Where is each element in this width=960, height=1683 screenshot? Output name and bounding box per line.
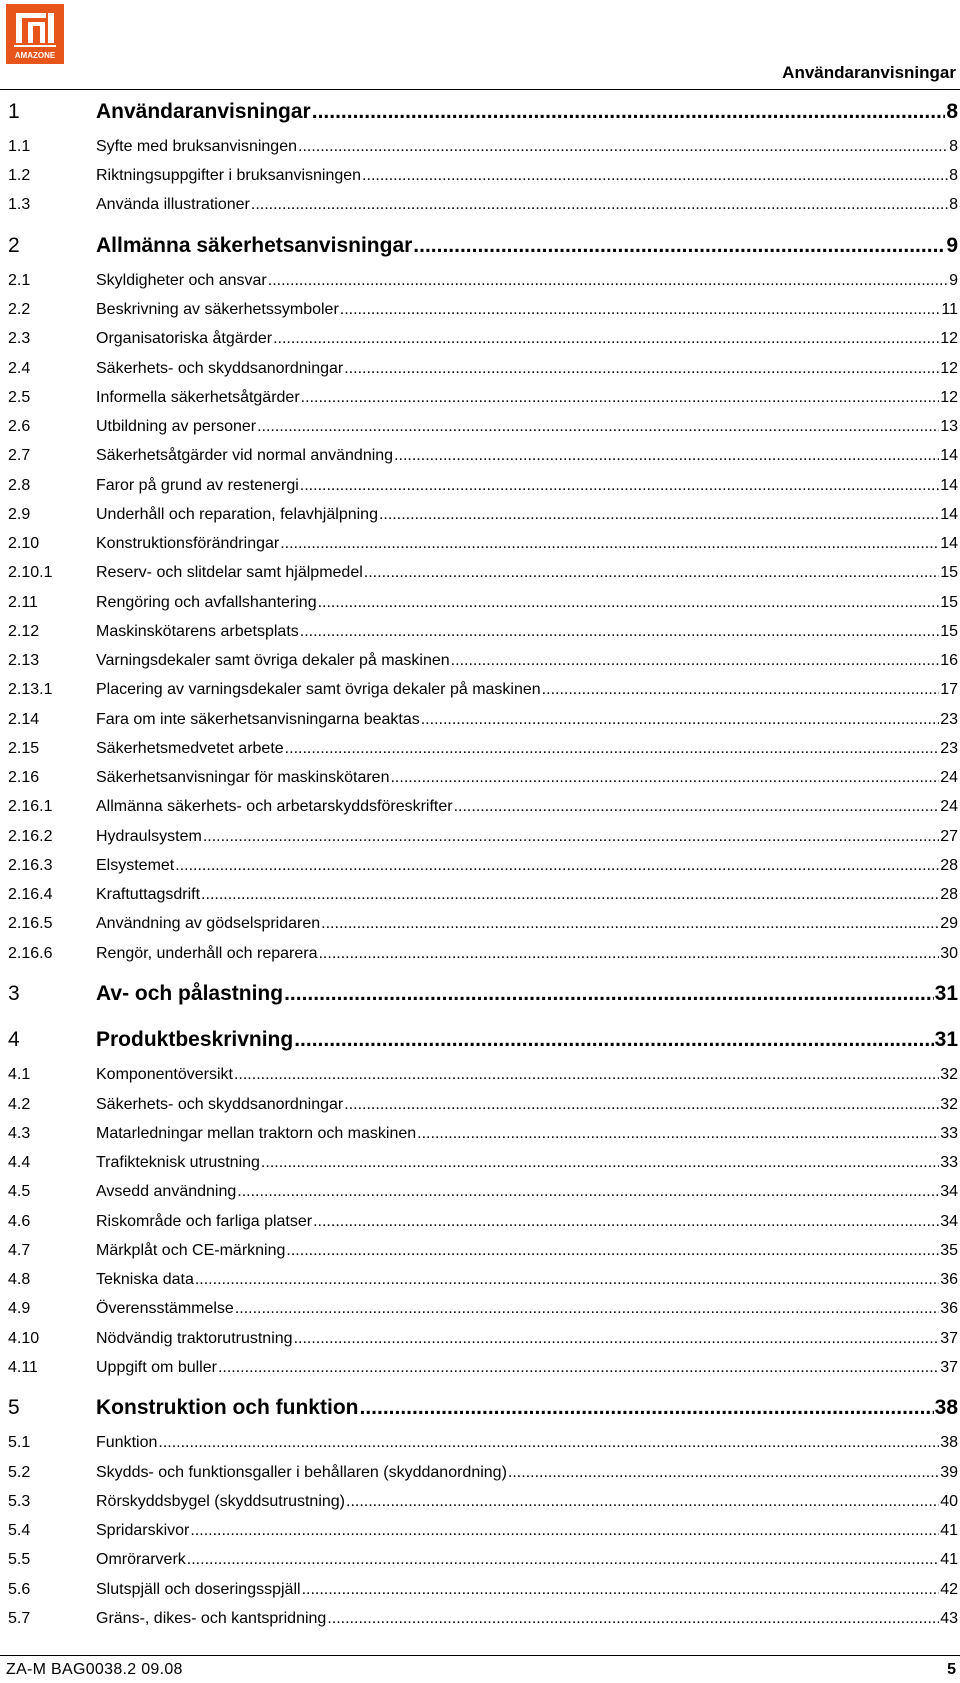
- toc-entry[interactable]: [8, 136, 958, 158]
- toc-entry[interactable]: [8, 884, 958, 906]
- toc-entry-number: 1.3: [8, 196, 31, 214]
- toc-entry-number: 4.6: [8, 1212, 31, 1230]
- toc-entry-page: 8: [949, 196, 958, 214]
- toc-entry[interactable]: [8, 97, 958, 127]
- toc-dot-leader: [190, 1520, 939, 1542]
- toc-dot-leader: [302, 1579, 940, 1601]
- toc-entry[interactable]: [8, 1462, 958, 1484]
- toc-entry-page: 33: [940, 1124, 958, 1142]
- toc-entry-page: 23: [940, 710, 958, 728]
- toc-entry-page: 31: [934, 1028, 958, 1052]
- toc-entry-number: 2.5: [8, 388, 31, 406]
- toc-entry-page: 31: [934, 982, 958, 1006]
- toc-entry-title: Matarledningar mellan traktorn och maskinen: [96, 1124, 417, 1142]
- toc-entry-number: 4.3: [8, 1124, 31, 1142]
- toc-dot-leader: [359, 1393, 933, 1423]
- toc-dot-leader: [280, 533, 939, 555]
- toc-dot-leader: [261, 1152, 939, 1174]
- toc-entry-number: 2.4: [8, 359, 31, 377]
- toc-entry[interactable]: [8, 231, 958, 261]
- running-header-title: Användaranvisningar: [782, 63, 956, 82]
- toc-entry-page: 9: [949, 272, 958, 289]
- toc-entry[interactable]: [8, 1269, 958, 1291]
- toc-entry-number: 1: [8, 100, 20, 123]
- toc-dot-leader: [284, 979, 934, 1009]
- toc-entry[interactable]: [8, 533, 958, 555]
- toc-dot-leader: [203, 826, 939, 848]
- toc-entry-title: Säkerhetsmedvetet arbete: [96, 739, 284, 757]
- toc-entry-page: 34: [940, 1212, 958, 1230]
- toc-entry-page: 14: [940, 447, 958, 465]
- toc-dot-leader: [294, 1025, 933, 1055]
- toc-entry-page: 32: [940, 1095, 958, 1113]
- toc-entry-page: 29: [940, 915, 958, 933]
- toc-entry-page: 33: [940, 1154, 958, 1172]
- toc-entry-number: 5: [8, 1396, 20, 1420]
- toc-entry-page: 8: [949, 167, 958, 185]
- toc-dot-leader: [508, 1462, 939, 1484]
- toc-entry[interactable]: [8, 738, 958, 760]
- toc-entry-title: Konstruktionsförändringar: [96, 535, 280, 553]
- toc-dot-leader: [298, 136, 948, 158]
- toc-dot-leader: [300, 475, 939, 497]
- toc-entry[interactable]: [8, 679, 958, 701]
- toc-entry-page: 41: [940, 1551, 958, 1569]
- toc-entry-number: 4.5: [8, 1183, 31, 1201]
- toc-entry[interactable]: [8, 767, 958, 789]
- toc-entry[interactable]: [8, 1025, 958, 1055]
- toc-entry-number: 2.10: [8, 535, 40, 553]
- toc-dot-leader: [318, 592, 940, 614]
- toc-entry-number: 4: [8, 1028, 20, 1052]
- toc-entry-title: Gräns-, dikes- och kantspridning: [96, 1609, 327, 1627]
- toc-entry-number: 2.13.1: [8, 681, 53, 699]
- page-number: 5: [947, 1661, 956, 1678]
- toc-entry-page: 16: [940, 652, 958, 670]
- toc-entry-title: Skyldigheter och ansvar: [96, 272, 267, 289]
- toc-entry-title: Tekniska data: [96, 1271, 194, 1289]
- toc-entry-title: Slutspjäll och doseringsspjäll: [96, 1580, 301, 1598]
- toc-entry-title: Beskrivning av säkerhetssymboler: [96, 301, 339, 319]
- toc-dot-leader: [273, 328, 939, 350]
- toc-entry-page: 38: [940, 1434, 958, 1452]
- toc-entry-title: Säkerhetsåtgärder vid normal användning: [96, 447, 394, 465]
- toc-entry-page: 8: [949, 137, 958, 155]
- toc-entry[interactable]: [8, 1240, 958, 1262]
- toc-entry[interactable]: [8, 194, 958, 216]
- toc-entry-number: 5.4: [8, 1522, 31, 1540]
- toc-entry-title: Komponentöversikt: [96, 1066, 233, 1084]
- toc-entry-title: Syfte med bruksanvisningen: [96, 137, 297, 155]
- toc-entry-title: Säkerhetsanvisningar för maskinskötaren: [96, 769, 390, 787]
- toc-entry[interactable]: [8, 913, 958, 935]
- toc-entry-title: Utbildning av personer: [96, 418, 257, 436]
- toc-entry-number: 2.12: [8, 622, 40, 640]
- toc-dot-leader: [454, 796, 940, 818]
- toc-entry-page: 37: [940, 1358, 958, 1376]
- toc-entry[interactable]: [8, 1181, 958, 1203]
- toc-entry-number: 4.10: [8, 1329, 40, 1347]
- toc-dot-leader: [394, 445, 939, 467]
- toc-entry-number: 5.7: [8, 1609, 31, 1627]
- toc-entry[interactable]: [8, 621, 958, 643]
- toc-entry-title: Organisatoriska åtgärder: [96, 330, 273, 348]
- toc-dot-leader: [235, 1298, 939, 1320]
- toc-entry-title: Maskinskötarens arbetsplats: [96, 622, 299, 640]
- toc-entry-number: 2.16.4: [8, 886, 53, 904]
- toc-entry[interactable]: [8, 387, 958, 409]
- toc-entry-page: 15: [940, 593, 958, 611]
- toc-entry-page: 12: [940, 388, 958, 406]
- toc-entry-page: 14: [940, 535, 958, 553]
- toc-entry-title: Nödvändig traktorutrustning: [96, 1329, 293, 1347]
- toc-entry[interactable]: [8, 445, 958, 467]
- toc-entry-title: Kraftuttagsdrift: [96, 886, 201, 904]
- toc-entry-number: 2.3: [8, 330, 31, 348]
- toc-entry-page: 32: [940, 1066, 958, 1084]
- toc-entry-number: 2.15: [8, 739, 40, 757]
- toc-dot-leader: [327, 1608, 939, 1630]
- toc-dot-leader: [237, 1181, 939, 1203]
- toc-entry-number: 4.1: [8, 1066, 31, 1084]
- toc-entry-number: 4.8: [8, 1271, 31, 1289]
- toc-dot-leader: [451, 650, 940, 672]
- toc-entry[interactable]: [8, 1357, 958, 1379]
- toc-entry-title: Faror på grund av restenergi: [96, 476, 299, 494]
- toc-entry[interactable]: [8, 1579, 958, 1601]
- toc-dot-leader: [344, 358, 939, 380]
- toc-entry-number: 2.16.2: [8, 827, 53, 845]
- toc-dot-leader: [187, 1549, 939, 1571]
- toc-dot-leader: [175, 855, 939, 877]
- toc-entry-number: 2.10.1: [8, 564, 53, 582]
- toc-entry-title: Konstruktion och funktion: [96, 1396, 359, 1420]
- toc-dot-leader: [413, 231, 945, 261]
- toc-entry-number: 5.1: [8, 1434, 31, 1452]
- footer-divider: [0, 1655, 960, 1656]
- toc-entry-page: 39: [940, 1463, 958, 1481]
- toc-entry-page: 35: [940, 1241, 958, 1259]
- toc-entry[interactable]: [8, 1123, 958, 1145]
- toc-entry[interactable]: [8, 358, 958, 380]
- toc-entry[interactable]: [8, 328, 958, 350]
- toc-entry[interactable]: [8, 796, 958, 818]
- toc-entry-number: 2.14: [8, 710, 40, 728]
- toc-dot-leader: [294, 1328, 940, 1350]
- toc-entry[interactable]: [8, 709, 958, 731]
- document-id: ZA-M BAG0038.2 09.08: [6, 1661, 183, 1678]
- toc-entry-page: 34: [940, 1183, 958, 1201]
- toc-entry-number: 2.6: [8, 418, 31, 436]
- toc-dot-leader: [268, 270, 948, 292]
- toc-entry[interactable]: [8, 504, 958, 526]
- toc-entry-title: Reserv- och slitdelar samt hjälpmedel: [96, 564, 363, 582]
- toc-entry[interactable]: [8, 1328, 958, 1350]
- toc-entry[interactable]: [8, 475, 958, 497]
- toc-entry-page: 8: [946, 100, 958, 123]
- toc-entry-title: Placering av varningsdekaler samt övriga dekaler på maskinen: [96, 681, 541, 699]
- toc-entry-page: 12: [940, 330, 958, 348]
- toc-dot-leader: [417, 1123, 939, 1145]
- toc-entry-page: 24: [940, 769, 958, 787]
- toc-entry-page: 41: [940, 1522, 958, 1540]
- toc-entry-page: 27: [940, 827, 958, 845]
- toc-entry-page: 17: [940, 681, 958, 699]
- toc-entry[interactable]: [8, 1152, 958, 1174]
- toc-entry-title: Omrörarverk: [96, 1551, 186, 1569]
- toc-entry-title: Fara om inte säkerhetsanvisningarna beaktas: [96, 710, 420, 728]
- toc-dot-leader: [542, 679, 940, 701]
- logo-mark-icon: [6, 4, 64, 64]
- toc-entry-title: Produktbeskrivning: [96, 1028, 294, 1052]
- toc-entry-number: 5.2: [8, 1463, 31, 1481]
- toc-entry-title: Användning av gödselspridaren: [96, 915, 321, 933]
- toc-entry-page: 24: [940, 798, 958, 816]
- toc-entry-title: Skydds- och funktionsgaller i behållaren (skyddanordning): [96, 1463, 507, 1481]
- toc-entry-page: 14: [940, 476, 958, 494]
- toc-entry-page: 37: [940, 1329, 958, 1347]
- toc-entry-page: 9: [946, 234, 958, 258]
- toc-entry-title: Trafikteknisk utrustning: [96, 1154, 260, 1172]
- toc-entry-title: Allmänna säkerhetsanvisningar: [96, 234, 413, 258]
- toc-entry[interactable]: [8, 855, 958, 877]
- toc-entry-number: 2.9: [8, 505, 31, 523]
- toc-entry-title: Spridarskivor: [96, 1522, 190, 1540]
- toc-entry-title: Funktion: [96, 1434, 158, 1452]
- toc-dot-leader: [218, 1357, 939, 1379]
- toc-entry-number: 2.16.6: [8, 944, 53, 962]
- toc-entry[interactable]: [8, 1549, 958, 1571]
- toc-entry[interactable]: [8, 1520, 958, 1542]
- toc-entry-title: Uppgift om buller: [96, 1358, 217, 1376]
- toc-entry[interactable]: [8, 943, 958, 965]
- toc-entry-page: 43: [940, 1609, 958, 1627]
- toc-entry-number: 4.9: [8, 1300, 31, 1318]
- toc-entry[interactable]: [8, 416, 958, 438]
- toc-entry-title: Av- och pålastning: [96, 982, 284, 1006]
- toc-entry-page: 28: [940, 886, 958, 904]
- toc-entry[interactable]: [8, 1432, 958, 1454]
- toc-entry-number: 2.1: [8, 272, 31, 289]
- toc-entry[interactable]: [8, 979, 958, 1009]
- toc-entry-number: 5.5: [8, 1551, 31, 1569]
- toc-entry-number: 2.7: [8, 447, 31, 465]
- toc-entry-number: 1.1: [8, 137, 31, 155]
- toc-entry-number: 4.2: [8, 1095, 31, 1113]
- toc-entry[interactable]: [8, 1064, 958, 1086]
- toc-entry-page: 36: [940, 1300, 958, 1318]
- toc-dot-leader: [321, 913, 939, 935]
- toc-dot-leader: [362, 165, 948, 187]
- toc-dot-leader: [421, 709, 939, 731]
- toc-entry-page: 30: [940, 944, 958, 962]
- toc-entry-page: 23: [940, 739, 958, 757]
- toc-entry-number: 4.4: [8, 1154, 31, 1172]
- toc-entry[interactable]: [8, 165, 958, 187]
- toc-entry-page: 15: [940, 564, 958, 582]
- toc-entry-title: Allmänna säkerhets- och arbetarskyddsföreskrifter: [96, 798, 453, 816]
- toc-entry-number: 2.16.3: [8, 856, 53, 874]
- toc-entry-title: Överensstämmelse: [96, 1300, 234, 1318]
- toc-entry-title: Märkplåt och CE-märkning: [96, 1241, 286, 1259]
- toc-entry[interactable]: [8, 1298, 958, 1320]
- toc-dot-leader: [301, 387, 940, 409]
- toc-entry-title: Informella säkerhetsåtgärder: [96, 388, 300, 406]
- toc-dot-leader: [300, 621, 939, 643]
- toc-entry-title: Rengöring och avfallshantering: [96, 593, 317, 611]
- toc-entry-page: 28: [940, 856, 958, 874]
- toc-dot-leader: [195, 1269, 939, 1291]
- toc-entry-title: Använda illustrationer: [96, 196, 250, 214]
- toc-entry-title: Elsystemet: [96, 856, 175, 874]
- toc-entry-page: 38: [934, 1396, 958, 1420]
- toc-entry-title: Rörskyddsbygel (skyddsutrustning): [96, 1492, 345, 1510]
- toc-entry-number: 2.13: [8, 652, 40, 670]
- toc-entry[interactable]: [8, 1094, 958, 1116]
- toc-dot-leader: [346, 1491, 939, 1513]
- toc-entry-page: 13: [940, 418, 958, 436]
- header-divider: [0, 89, 960, 90]
- toc-entry-number: 5.6: [8, 1580, 31, 1598]
- toc-entry-title: Varningsdekaler samt övriga dekaler på maskinen: [96, 652, 450, 670]
- toc-entry-title: Rengör, underhåll och reparera: [96, 944, 318, 962]
- toc-entry-number: 2.8: [8, 476, 31, 494]
- toc-entry-number: 2: [8, 234, 20, 258]
- toc-dot-leader: [318, 943, 939, 965]
- toc-entry[interactable]: [8, 270, 958, 292]
- toc-dot-leader: [251, 194, 948, 216]
- toc-entry-page: 11: [941, 301, 958, 319]
- toc-dot-leader: [286, 1240, 939, 1262]
- toc-dot-leader: [285, 738, 940, 760]
- toc-entry-number: 4.11: [8, 1358, 38, 1376]
- toc-entry-page: 40: [940, 1492, 958, 1510]
- toc-entry[interactable]: [8, 299, 958, 321]
- toc-dot-leader: [390, 767, 939, 789]
- toc-entry-number: 5.3: [8, 1492, 31, 1510]
- toc-entry-page: 12: [940, 359, 958, 377]
- toc-entry-number: 2.16.5: [8, 915, 53, 933]
- toc-dot-leader: [201, 884, 939, 906]
- toc-entry-number: 1.2: [8, 167, 31, 185]
- toc-entry-number: 2.16.1: [8, 798, 53, 816]
- toc-entry-number: 2.11: [8, 593, 38, 611]
- toc-dot-leader: [313, 1211, 939, 1233]
- toc-entry-page: 14: [940, 505, 958, 523]
- toc-entry[interactable]: [8, 1608, 958, 1630]
- toc-entry-title: Säkerhets- och skyddsanordningar: [96, 1095, 344, 1113]
- toc-entry-number: 2.2: [8, 301, 31, 319]
- toc-dot-leader: [312, 97, 946, 127]
- toc-entry-title: Underhåll och reparation, felavhjälpning: [96, 505, 378, 523]
- toc-entry-page: 15: [940, 622, 958, 640]
- toc-entry[interactable]: [8, 562, 958, 584]
- toc-entry-title: Hydraulsystem: [96, 827, 202, 845]
- toc-dot-leader: [158, 1432, 939, 1454]
- toc-dot-leader: [340, 299, 941, 321]
- logo-wordmark: AMAZONE: [14, 51, 56, 60]
- toc-entry-page: 42: [940, 1580, 958, 1598]
- toc-entry-title: Avsedd användning: [96, 1183, 237, 1201]
- toc-entry-title: Riskområde och farliga platser: [96, 1212, 313, 1230]
- amazone-logo: [6, 4, 64, 64]
- toc-dot-leader: [364, 562, 939, 584]
- toc-entry-number: 2.16: [8, 769, 40, 787]
- toc-entry-title: Säkerhets- och skyddsanordningar: [96, 359, 344, 377]
- toc-entry[interactable]: [8, 826, 958, 848]
- toc-dot-leader: [234, 1064, 939, 1086]
- toc-entry-title: Användaranvisningar: [96, 100, 311, 123]
- toc-entry[interactable]: [8, 1211, 958, 1233]
- toc-entry-number: 4.7: [8, 1241, 31, 1259]
- toc-entry[interactable]: [8, 592, 958, 614]
- table-of-contents: [8, 97, 958, 1667]
- toc-entry-number: 3: [8, 982, 20, 1006]
- toc-dot-leader: [379, 504, 939, 526]
- toc-entry[interactable]: [8, 1491, 958, 1513]
- toc-dot-leader: [257, 416, 939, 438]
- toc-entry[interactable]: [8, 650, 958, 672]
- toc-entry[interactable]: [8, 1393, 958, 1423]
- toc-dot-leader: [344, 1094, 939, 1116]
- toc-entry-page: 36: [940, 1271, 958, 1289]
- toc-entry-title: Riktningsuppgifter i bruksanvisningen: [96, 167, 362, 185]
